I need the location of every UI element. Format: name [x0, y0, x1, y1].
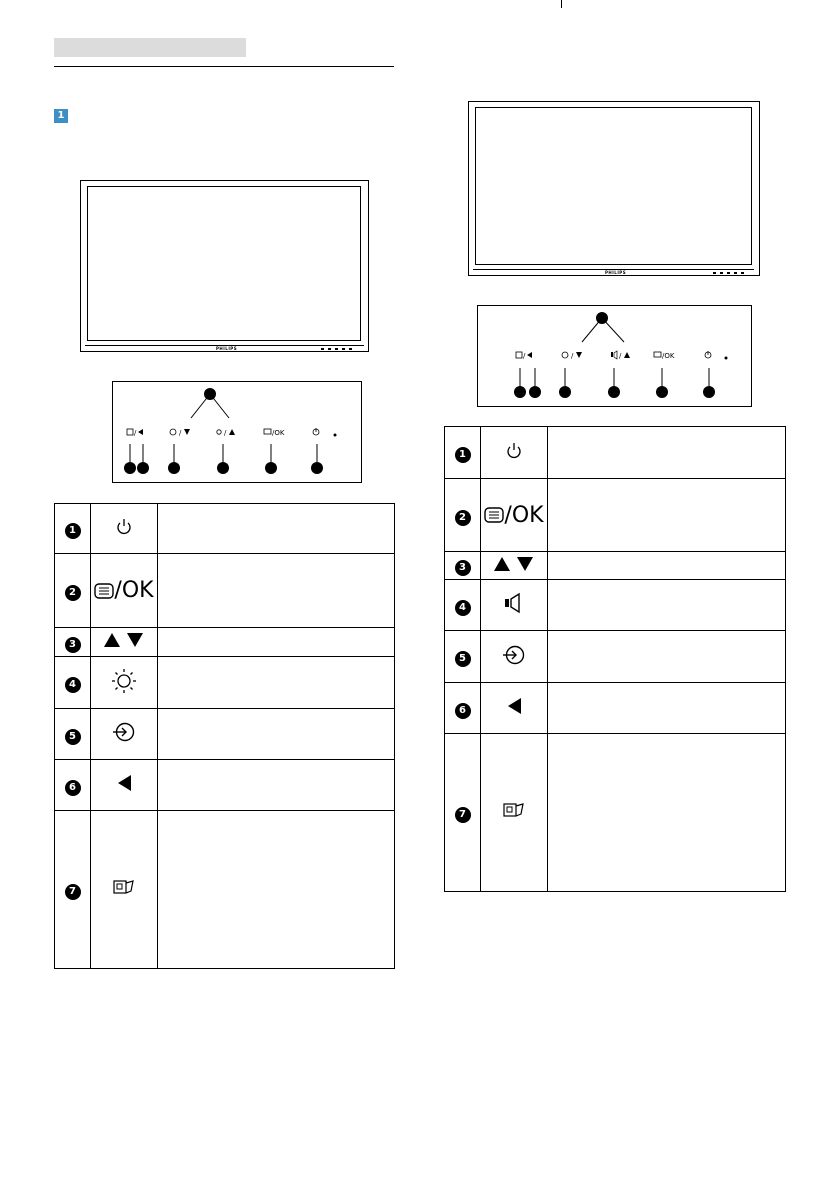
row-number: 1 [65, 523, 81, 539]
monitor-button [328, 348, 331, 350]
section-header-bar [54, 38, 246, 57]
back-arrow-icon [138, 429, 143, 435]
up-arrow-icon [624, 352, 630, 358]
row-number: 7 [455, 807, 471, 823]
table-row [445, 580, 786, 631]
monitor-illustration-left [80, 180, 369, 352]
row-description [548, 427, 786, 479]
monitor-logo: PHILIPS [216, 346, 238, 351]
input-icon [562, 352, 568, 358]
button-function-table-left [54, 503, 395, 969]
table-row [445, 683, 786, 734]
input-icon [502, 644, 526, 666]
row-description [158, 554, 395, 628]
ok-label: /OK [504, 502, 544, 528]
monitor-button [335, 348, 338, 350]
control-panel-diagram [478, 306, 753, 408]
monitor-button [741, 272, 744, 274]
down-arrow-icon [576, 352, 582, 358]
smartimage-icon [113, 879, 135, 897]
up-down-arrows-icon [103, 632, 145, 648]
input-icon [112, 721, 136, 743]
input-icon [170, 429, 176, 435]
monitor-screen [475, 107, 752, 265]
svg-text:/: / [523, 352, 526, 360]
monitor-logo: PHILIPS [605, 270, 627, 275]
brightness-icon [111, 668, 137, 694]
table-row [55, 811, 395, 969]
power-icon [115, 518, 133, 536]
monitor-screen [87, 186, 361, 341]
back-arrow-icon [506, 697, 522, 715]
menu-icon [94, 583, 114, 599]
row-number: 5 [455, 651, 471, 667]
callout-dot [265, 462, 277, 474]
row-description [548, 552, 786, 580]
table-row [445, 734, 786, 892]
table-row [445, 479, 786, 552]
row-number: 1 [455, 447, 471, 463]
callout-dot [608, 386, 620, 398]
callout-dot [124, 462, 136, 474]
row-number: 4 [65, 677, 81, 693]
ok-label: /OK [114, 578, 154, 603]
svg-text:/: / [224, 429, 227, 437]
monitor-button [727, 272, 730, 274]
menu-icon [654, 352, 661, 357]
svg-text:/OK: /OK [272, 429, 285, 437]
row-description [158, 709, 395, 760]
monitor-button [349, 348, 352, 350]
row-description [548, 631, 786, 683]
callout-dot [217, 462, 229, 474]
volume-icon [611, 352, 613, 357]
table-row [55, 628, 395, 657]
monitor-button [321, 348, 324, 350]
callout-dot [559, 386, 571, 398]
row-description [158, 760, 395, 811]
table-row [55, 554, 395, 628]
monitor-button [734, 272, 737, 274]
row-number: 3 [65, 637, 81, 653]
back-arrow-icon [116, 774, 132, 792]
row-number: 6 [455, 703, 471, 719]
row-number: 2 [65, 585, 81, 601]
smartimage-icon [127, 429, 133, 435]
monitor-illustration-right [468, 101, 760, 276]
callout-dot [529, 386, 541, 398]
callout-dot [703, 386, 715, 398]
callout-dot [168, 462, 180, 474]
monitor-button [720, 272, 723, 274]
table-row [445, 427, 786, 479]
row-number: 5 [65, 729, 81, 745]
brightness-icon [217, 430, 221, 434]
row-number: 6 [65, 780, 81, 796]
row-description [158, 811, 395, 969]
back-arrow-icon [527, 352, 532, 358]
monitor-button [713, 272, 716, 274]
svg-text:/: / [571, 352, 574, 360]
svg-text:/: / [134, 429, 137, 437]
control-panel-right [477, 305, 752, 407]
table-row [55, 760, 395, 811]
row-description [548, 683, 786, 734]
up-arrow-icon [229, 429, 235, 435]
up-down-arrows-icon [493, 556, 535, 572]
row-number: 2 [455, 510, 471, 526]
row-description [548, 580, 786, 631]
power-icon [505, 442, 523, 460]
row-description [158, 628, 395, 657]
power-led [725, 357, 728, 360]
table-row [55, 504, 395, 554]
row-number: 3 [455, 560, 471, 576]
row-description [548, 479, 786, 552]
table-row [445, 631, 786, 683]
row-description [548, 734, 786, 892]
control-panel-diagram [113, 382, 363, 484]
section-number-badge: 1 [54, 109, 68, 123]
menu-icon [264, 429, 271, 434]
callout-dot [137, 462, 149, 474]
table-row [445, 552, 786, 580]
callout-dot [656, 386, 668, 398]
row-description [158, 657, 395, 709]
top-right-divider [561, 0, 562, 8]
header-divider [54, 66, 394, 67]
monitor-button [342, 348, 345, 350]
button-function-table-right [444, 426, 786, 892]
control-panel-left [112, 381, 362, 483]
svg-text:/OK: /OK [662, 352, 675, 360]
table-row [55, 709, 395, 760]
row-description [158, 504, 395, 554]
callout-dot [514, 386, 526, 398]
svg-text:/: / [619, 352, 622, 360]
volume-icon [503, 592, 525, 614]
table-row [55, 657, 395, 709]
power-led [334, 434, 337, 437]
smartimage-icon [503, 802, 525, 820]
menu-icon [484, 507, 504, 523]
down-arrow-icon [184, 429, 190, 435]
row-number: 4 [455, 600, 471, 616]
smartimage-icon [516, 352, 522, 358]
callout-dot [311, 462, 323, 474]
svg-text:/: / [179, 429, 182, 437]
row-number: 7 [65, 884, 81, 900]
